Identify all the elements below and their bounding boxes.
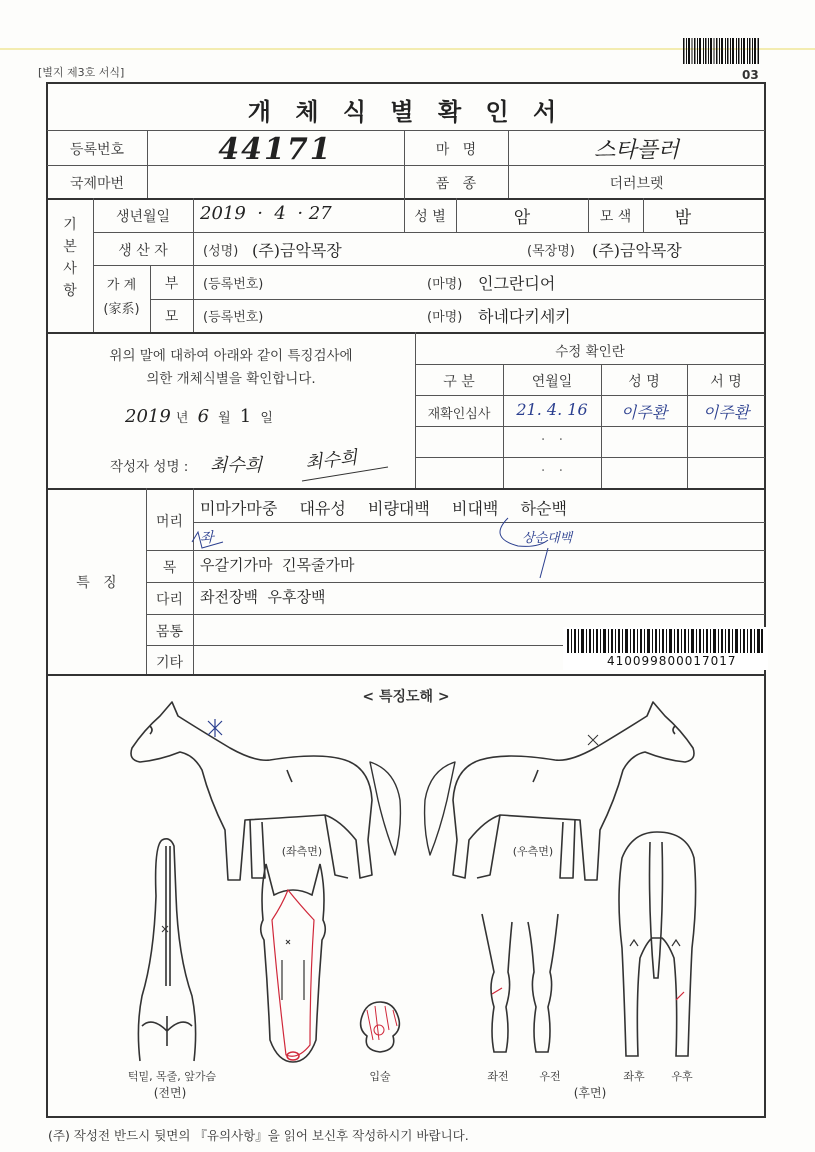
revision-row-date: · · [540,432,564,448]
head-note-left: 좌 [200,530,214,546]
sex-value: 암 [513,208,531,228]
neck-value: 우갈기가마 긴목줄가마 [200,556,355,574]
pedigree-hanja: (家系) [103,302,140,317]
mark-x-icon [205,718,225,738]
barcode-icon [567,629,763,653]
breed-label: 품 종 [435,176,477,192]
revision-row-type: 재확인심사 [427,407,491,422]
dam-registration-label: (등록번호) [203,310,264,325]
right-side-label: (우측면) [512,845,554,858]
sire-name-value: 인그란디어 [478,274,556,293]
sire-registration-label: (등록번호) [203,277,264,292]
horse-name-value: 스타플러 [593,138,679,163]
revision-header-type: 구 분 [443,374,475,390]
confirmation-statement-line1: 위의 말에 대하여 아래와 같이 특징검사에 [109,348,353,364]
color-label: 모 색 [599,209,632,225]
horse-front-legs-icon [480,912,570,1062]
confirmation-date: 2019 년 6 월 1 일 [125,406,273,427]
basic-info-section-label: 기 본 사 항 [63,217,77,299]
document-title: 개 체 식 별 확 인 서 [247,98,565,126]
legs-value: 좌전장백 우후장백 [200,588,326,606]
registration-barcode [563,627,768,670]
mark-x-icon [585,732,601,748]
dam-label: 모 [164,309,179,325]
breeder-label: 생 산 자 [118,243,168,259]
registration-number-value: 44171 [218,132,333,167]
farm-name-label: (목장명) [527,244,575,259]
leg-label-left-front: 좌전 [487,1070,509,1083]
legs-label: 다리 [155,592,184,608]
confirmation-statement-line2: 의한 개체식별을 확인합니다. [146,371,316,387]
breed-value: 더러브렛 [609,176,664,192]
leg-label-right-rear: 우후 [671,1070,693,1083]
barcode-icon [683,38,759,64]
horse-lips-icon [355,1000,405,1055]
other-label: 기타 [155,655,184,671]
horse-front-neck-icon [132,836,202,1066]
front-neck-label: 턱밑, 목줄, 앞가슴 [127,1070,217,1083]
birthdate-value: 2019 · 4 · 27 [200,203,332,224]
sire-name-label: (마명) [427,277,463,292]
lips-label: 입술 [369,1070,391,1083]
form-number: [별지 제3호 서식] [38,66,125,79]
dam-name-value: 하네다키세키 [478,307,571,326]
author-label: 작성자 성명 : [110,459,189,475]
horse-face-icon [258,860,328,1065]
horse-name-label: 마 명 [435,142,477,158]
sire-label: 부 [164,276,179,292]
diagram-title: < 특징도해 > [362,689,450,705]
revision-header-date: 연월일 [531,374,573,390]
registration-number-label: 등록번호 [69,142,125,158]
horse-rear-view-icon [612,828,702,1064]
author-signature: 최수희 [304,447,359,474]
revision-row-date: · · [540,463,564,479]
revision-row-signature: 이주환 [702,403,750,422]
color-value: 밤 [674,208,692,228]
head-note-right: 상순대백 [522,531,573,546]
front-view-label: (전면) [153,1086,187,1100]
signature-stroke [300,455,390,485]
revision-header-name: 성 명 [628,374,660,390]
revision-header-signature: 서 명 [710,374,742,390]
leg-label-left-rear: 좌후 [623,1070,645,1083]
head-value: 미마가마중 대유성 비량대백 비대백 하순백 [200,499,567,518]
barcode-number: 410099800017017 [607,654,737,668]
head-label: 머리 [155,514,184,530]
body-label: 몸통 [155,624,184,640]
revision-row-name: 이주환 [620,403,668,422]
features-section-label: 특 징 [76,575,117,591]
revision-title: 수정 확인란 [555,344,625,360]
revision-row-date: 21. 4. 16 [516,400,588,419]
footer-note: (주) 작성전 반드시 뒷면의 『유의사항』을 읽어 보신후 작성하시기 바랍니다. [48,1128,469,1143]
neck-label: 목 [162,560,177,576]
farm-name-value: (주)금악목장 [592,241,682,260]
rear-view-label: (후면) [573,1086,607,1100]
breeder-name-label: (성명) [203,244,239,259]
birthdate-label: 생년월일 [115,209,171,225]
page-number: 03 [742,68,759,82]
left-side-label: (좌측면) [281,845,323,858]
pedigree-label: 가 계 [106,278,137,293]
dam-name-label: (마명) [427,310,463,325]
international-number-label: 국제마번 [69,176,125,192]
breeder-name-value: (주)금악목장 [252,241,342,260]
leg-label-right-front: 우전 [539,1070,561,1083]
sex-label: 성 별 [414,209,446,225]
author-name: 최수희 [210,455,263,476]
